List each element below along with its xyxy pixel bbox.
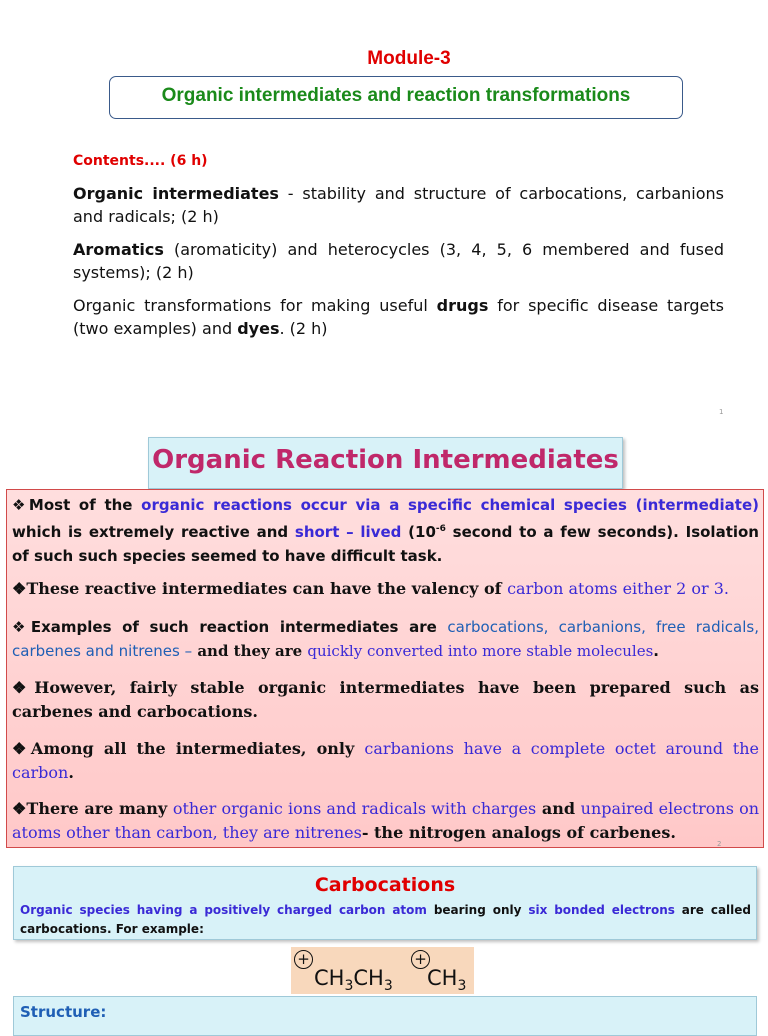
item-heading: Aromatics: [73, 240, 164, 259]
definition-highlight: Organic species having a positively charged carbon atom: [20, 903, 427, 917]
bullet-6: [12, 797, 759, 845]
formula-subscript: 3: [457, 978, 467, 995]
formula-group-2: [427, 966, 466, 994]
page-number: 2: [717, 840, 722, 848]
bullet-highlight: organic reactions occur via a specific chemical species (intermediate): [141, 496, 760, 514]
contents-item-transformations: [73, 294, 724, 340]
contents-label: Contents.... (6 h): [73, 153, 208, 169]
definition-text: are called carbocations. For example:: [20, 903, 751, 936]
bullet-highlight: carbon atoms either 2 or 3.: [507, 579, 729, 598]
bullet-highlight: short – lived: [294, 523, 402, 541]
item-text: (aromaticity) and heterocycles (3, 4, 5, 6 membered and fused systems); (2 h): [73, 240, 724, 282]
bullet-text: second to a few seconds). Isolation of such such species seemed to have difficult task.: [12, 523, 759, 565]
bullet-highlight: quickly converted into more stable molecules: [307, 642, 654, 660]
item-text: Organic transformations for making useful: [73, 296, 437, 315]
bullet-highlight: carbocations, carbanions, free radicals, carbenes and nitrenes –: [12, 618, 759, 660]
positive-charge-icon: +: [294, 950, 313, 969]
item-bold: drugs: [436, 296, 489, 315]
bullet-text: (10: [401, 523, 436, 541]
carbocations-definition: [20, 901, 751, 939]
structure-box: [13, 996, 757, 1036]
bullet-symbol: ❖: [12, 579, 27, 598]
item-bold: dyes: [237, 319, 280, 338]
item-text: - stability and structure of carbocations, carbanions and radicals; (2 h): [73, 184, 724, 226]
exponent: -6: [435, 524, 446, 534]
bullet-2: [12, 577, 759, 601]
structure-label: Structure:: [20, 1003, 107, 1021]
bullet-text: These reactive intermediates can have the valency of: [26, 579, 508, 598]
bullet-text: which is extremely reactive and: [12, 523, 295, 541]
bullet-symbol: ❖: [12, 678, 35, 697]
bullet-text: Most of the: [28, 496, 142, 514]
module-heading: Module-3: [367, 48, 451, 69]
bullet-symbol: ❖: [12, 799, 27, 818]
definition-text: bearing only: [426, 903, 529, 917]
bullet-5: [12, 737, 759, 785]
bullet-text: and they are: [192, 642, 308, 660]
contents-item-aromatics: [73, 238, 724, 284]
contents-item-intermediates: [73, 182, 724, 228]
bullet-text: Among all the intermediates, only: [30, 739, 365, 758]
positive-charge-icon: +: [411, 950, 430, 969]
bullet-1: [12, 493, 759, 568]
item-heading: Organic intermediates: [73, 184, 279, 203]
bullet-text: However, fairly stable organic intermediates have been prepared such as carbenes and carbocations.: [12, 678, 760, 721]
formula-group-1: [314, 966, 393, 994]
formula-atom: CH: [427, 966, 458, 990]
bullet-highlight: other organic ions and radicals with charges: [172, 799, 537, 818]
bullet-text: Examples of such reaction intermediates are: [30, 618, 448, 636]
bullet-text: .: [68, 763, 74, 782]
formula-subscript: 3: [383, 978, 393, 995]
formula-atom: CH: [314, 966, 345, 990]
formula-atom: CH: [353, 966, 384, 990]
bullet-highlight: carbanions have a complete octet around the carbon: [12, 739, 759, 782]
bullet-4: [12, 676, 759, 724]
carbocation-formula: [291, 947, 474, 994]
bullet-symbol: ❖: [12, 496, 29, 514]
definition-highlight: six bonded electrons: [528, 903, 675, 917]
page-number: 1: [719, 408, 724, 416]
bullet-3: [12, 615, 759, 663]
item-text: for specific disease targets (two examples) and: [73, 296, 725, 338]
formula-subscript: 3: [344, 978, 354, 995]
slide2-title: Organic Reaction Intermediates: [152, 445, 619, 475]
bullet-text: There are many: [26, 799, 173, 818]
bullet-symbol: ❖: [12, 618, 31, 636]
bullet-text: .: [653, 642, 659, 660]
carbocations-title: Carbocations: [314, 874, 456, 896]
bullet-symbol: ❖: [12, 739, 31, 758]
slide-title: Organic intermediates and reaction transformations: [161, 85, 631, 106]
bullet-highlight: unpaired electrons on atoms other than carbon, they are nitrenes: [12, 799, 759, 842]
bullet-text: and: [536, 799, 581, 818]
bullet-text: - the nitrogen analogs of carbenes.: [361, 823, 676, 842]
item-text: . (2 h): [279, 319, 328, 338]
